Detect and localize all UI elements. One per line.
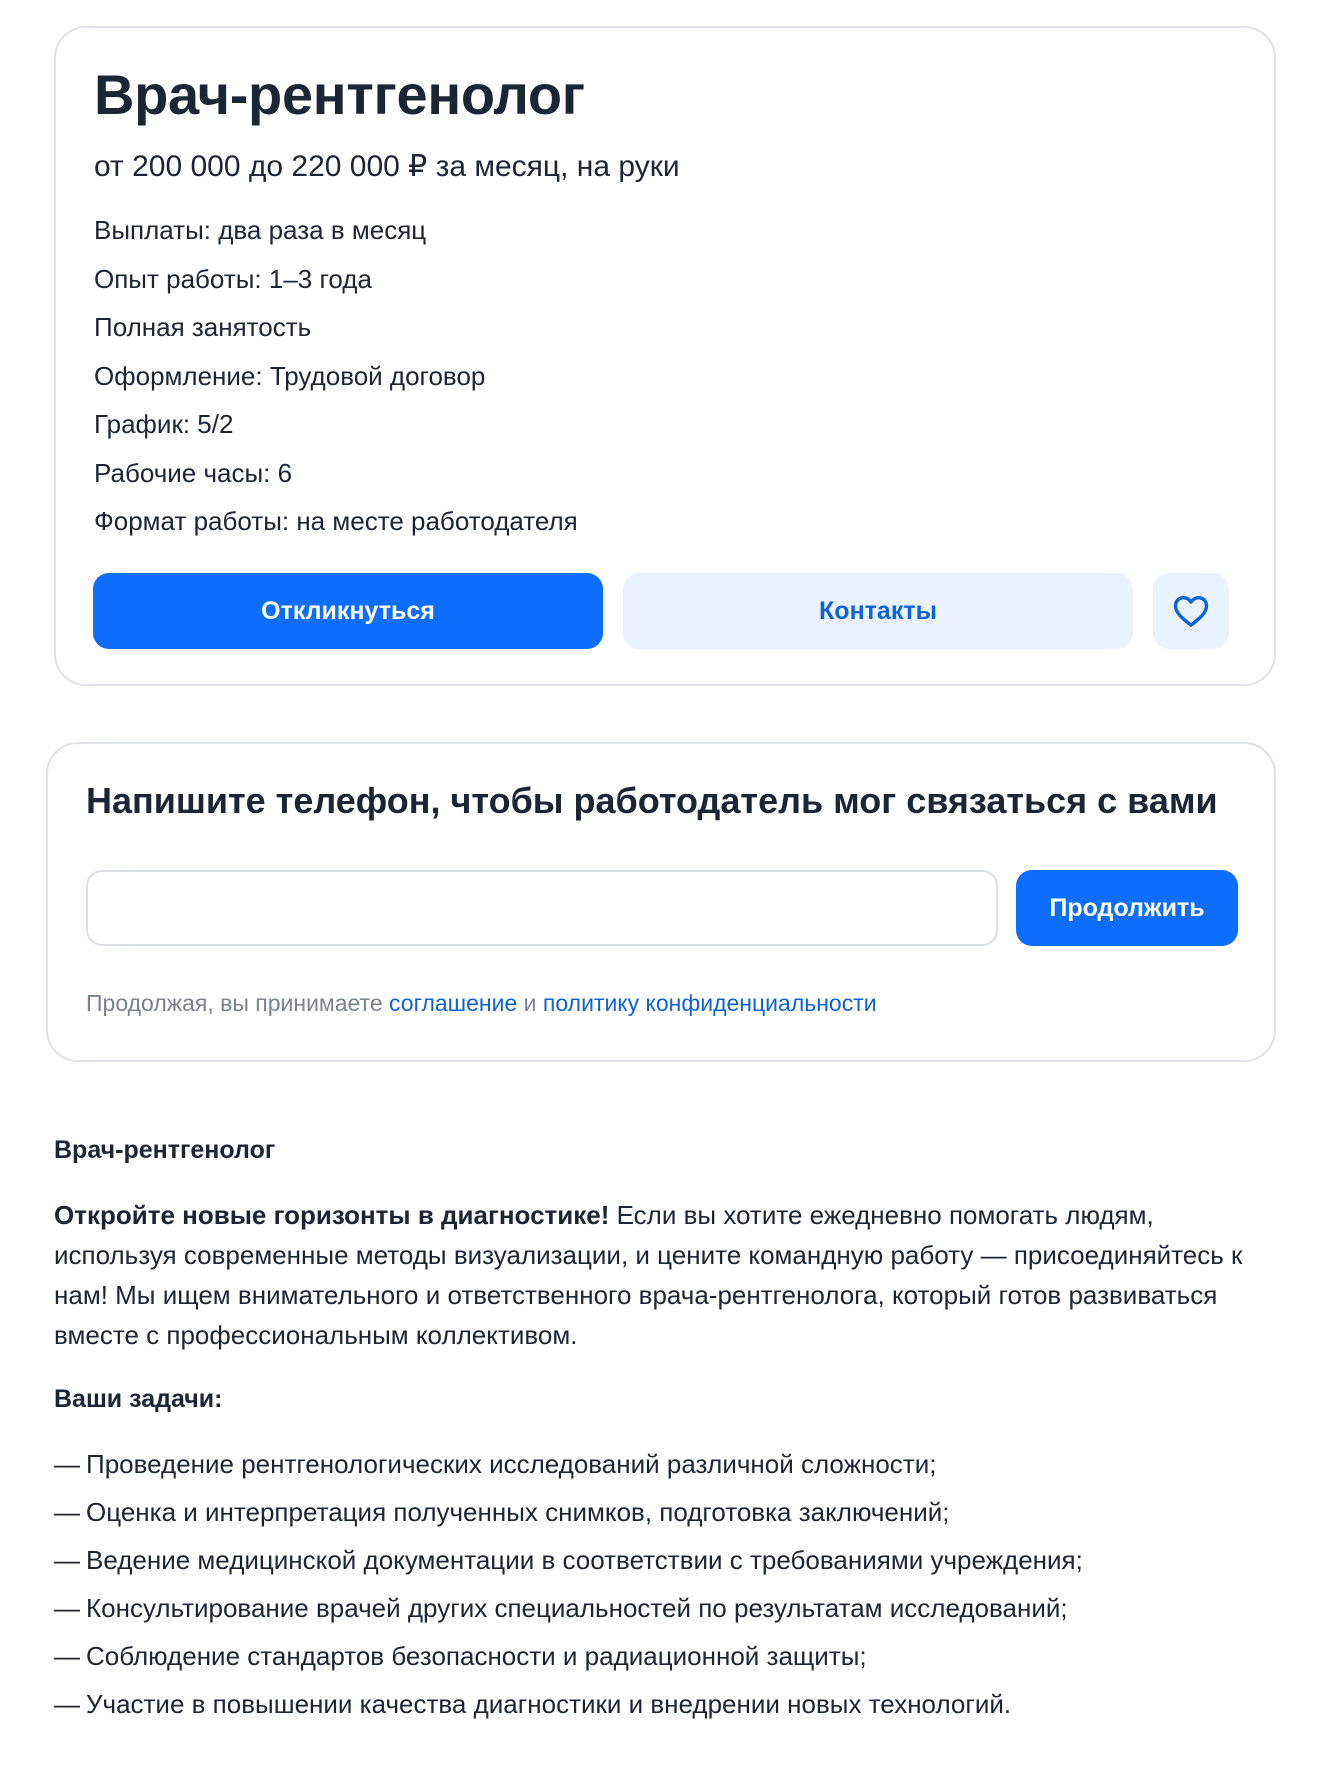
list-item bbox=[54, 1488, 1254, 1536]
list-item bbox=[54, 1584, 1254, 1632]
bullet-dash: — bbox=[54, 1689, 80, 1719]
consent-text bbox=[86, 990, 877, 1017]
phone-form-title: Напишите телефон, чтобы работодатель мог связаться с вами bbox=[86, 780, 1218, 821]
privacy-policy-link[interactable]: политику конфиденциальности bbox=[542, 990, 877, 1016]
fact-work-format: Формат работы: на месте работодателя bbox=[94, 506, 578, 536]
fact-payments: Выплаты: два раза в месяц bbox=[94, 215, 427, 245]
task-text: Проведение рентгенологических исследований различной сложности; bbox=[86, 1449, 937, 1479]
salary: от 200 000 до 220 000 ₽ за месяц, на руки bbox=[94, 150, 680, 183]
bullet-dash: — bbox=[54, 1497, 80, 1527]
description-intro bbox=[54, 1195, 1254, 1355]
list-item bbox=[54, 1680, 1254, 1728]
task-text: Консультирование врачей других специальностей по результатам исследований; bbox=[86, 1593, 1068, 1623]
fact-hours: Рабочие часы: 6 bbox=[94, 457, 293, 488]
phone-form-card bbox=[46, 742, 1276, 1062]
phone-input[interactable] bbox=[86, 870, 998, 946]
bullet-dash: — bbox=[54, 1593, 80, 1623]
agreement-link[interactable]: соглашение bbox=[389, 990, 518, 1016]
list-item bbox=[54, 1632, 1254, 1680]
list-item bbox=[54, 1440, 1254, 1488]
intro-text: Если вы хотите ежедневно помогать людям, используя современные методы визуализации, и цените командную работу — присоединяйтесь к нам! Мы ищем внимательного и ответственного врача-рентгенолога, который готов развиваться вместе с профессиональным коллективом. bbox=[54, 1200, 1243, 1350]
intro-bold: Откройте новые горизонты в диагностике! bbox=[54, 1200, 610, 1230]
continue-button[interactable]: Продолжить bbox=[1016, 870, 1238, 946]
fact-experience: Опыт работы: 1–3 года bbox=[94, 263, 372, 294]
task-text: Оценка и интерпретация полученных снимков, подготовка заключений; bbox=[86, 1497, 950, 1527]
task-text: Ведение медицинской документации в соответствии с требованиями учреждения; bbox=[86, 1545, 1083, 1575]
fact-employment: Полная занятость bbox=[94, 312, 312, 342]
bullet-dash: — bbox=[54, 1449, 80, 1479]
consent-and: и bbox=[523, 990, 537, 1016]
tasks-heading: Ваши задачи: bbox=[54, 1385, 223, 1413]
fact-contract: Оформление: Трудовой договор bbox=[94, 360, 486, 391]
heart-icon bbox=[1172, 594, 1210, 628]
consent-prefix: Продолжая, вы принимаете bbox=[86, 990, 383, 1016]
contacts-button[interactable]: Контакты bbox=[623, 573, 1133, 649]
task-text: Соблюдение стандартов безопасности и радиационной защиты; bbox=[86, 1641, 867, 1671]
fact-schedule: График: 5/2 bbox=[94, 409, 234, 439]
bullet-dash: — bbox=[54, 1545, 80, 1575]
vacancy-facts bbox=[94, 206, 578, 546]
bullet-dash: — bbox=[54, 1641, 80, 1671]
respond-button[interactable]: Откликнуться bbox=[93, 573, 603, 649]
favorite-button[interactable] bbox=[1153, 573, 1229, 649]
description-heading: Врач-рентгенолог bbox=[54, 1136, 276, 1164]
list-item bbox=[54, 1536, 1254, 1584]
vacancy-card bbox=[54, 26, 1276, 686]
vacancy-title: Врач-рентгенолог bbox=[94, 63, 585, 126]
tasks-list bbox=[54, 1440, 1254, 1728]
task-text: Участие в повышении качества диагностики и внедрении новых технологий. bbox=[86, 1689, 1012, 1719]
vacancy-description bbox=[54, 1136, 1254, 1728]
